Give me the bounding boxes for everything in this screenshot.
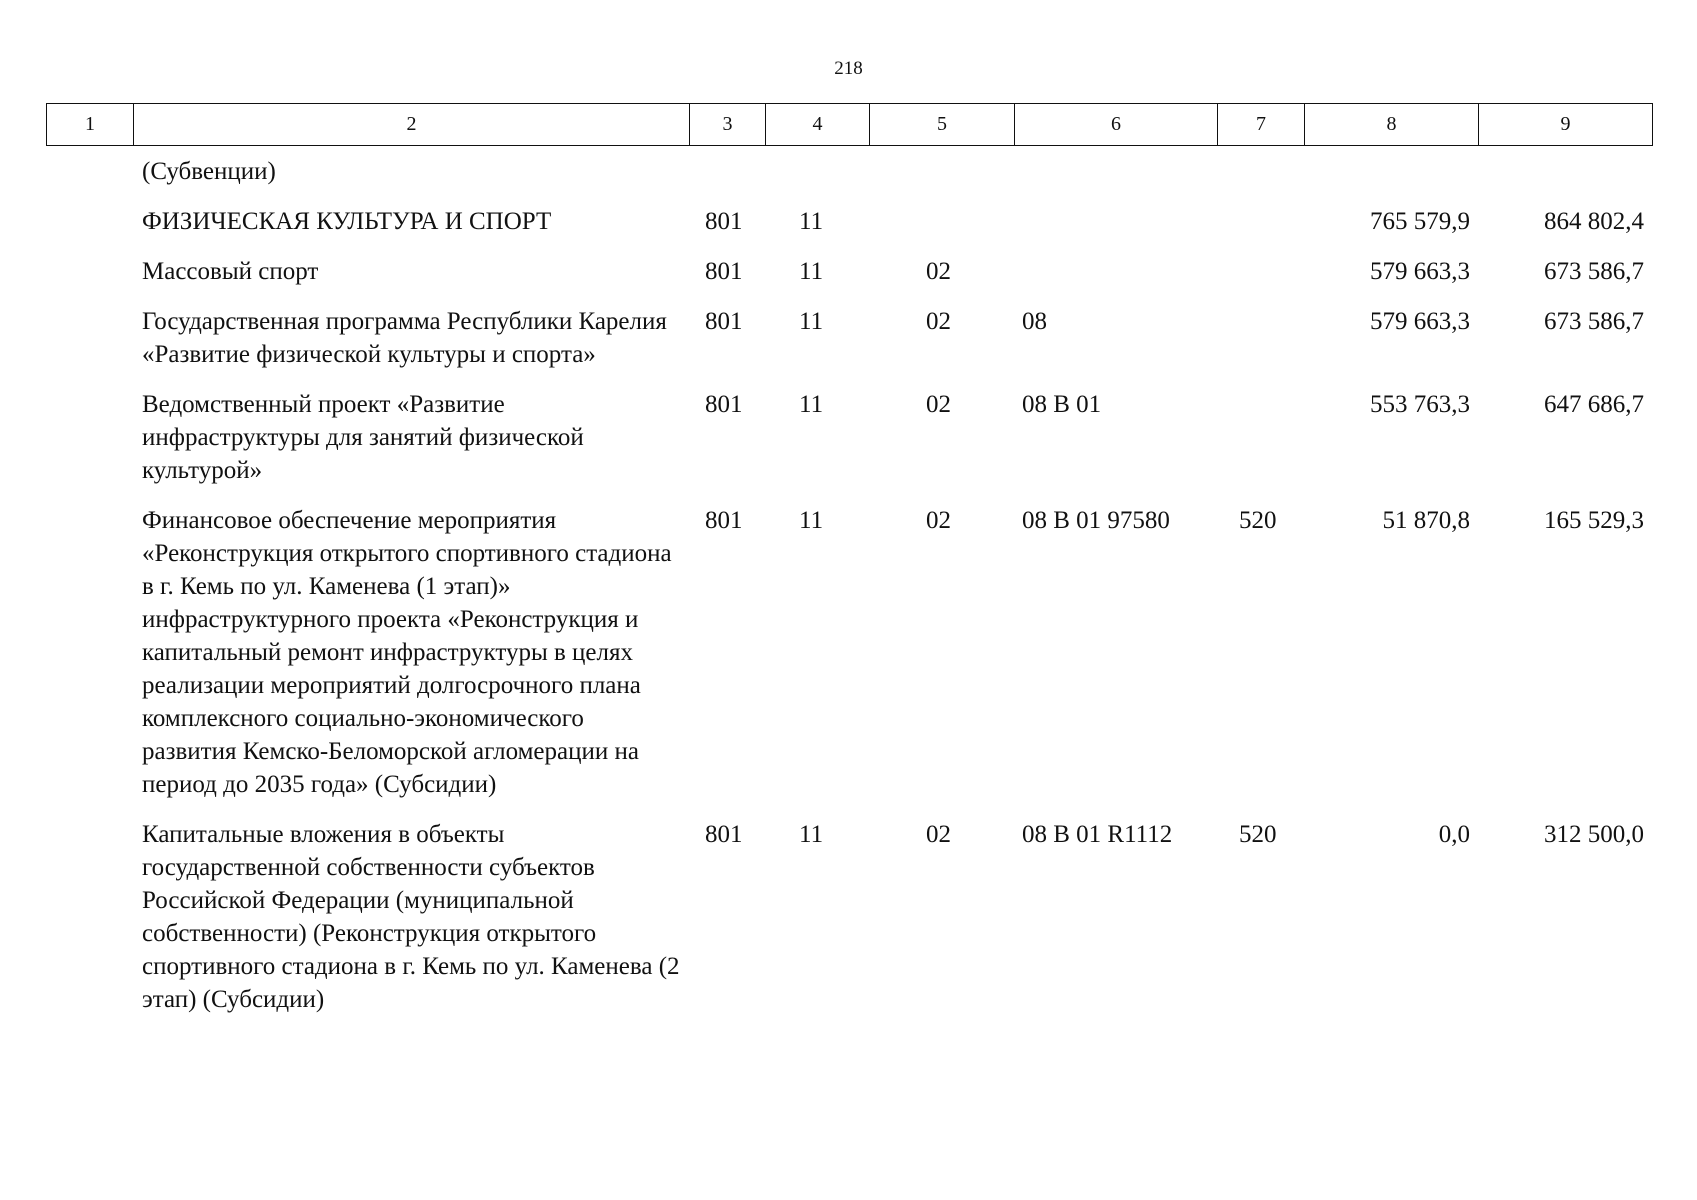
row-code-gl: 801 — [705, 258, 743, 285]
row-sum-1: 579 663,3 — [1370, 258, 1470, 285]
row-code-cs: 08 В 01 R1112 — [1022, 821, 1173, 848]
row-sum-2 — [1478, 155, 1652, 205]
header-cell: 4 — [766, 104, 870, 146]
row-code-cs: 08 — [1022, 308, 1047, 335]
row-code-rz: 11 — [799, 507, 824, 534]
row-sum-2: 647 686,7 — [1544, 391, 1644, 418]
page-number: 218 — [834, 58, 863, 79]
row-sum-2: 673 586,7 — [1544, 258, 1644, 285]
header-cell: 8 — [1305, 104, 1479, 146]
row-code-cs: 08 В 01 97580 — [1022, 507, 1170, 534]
header-row — [47, 104, 1653, 146]
row-code-pr: 02 — [926, 391, 951, 418]
row-code-rz: 11 — [799, 391, 824, 418]
row-name: (Субвенции) — [142, 158, 276, 185]
budget-table — [46, 155, 1652, 1033]
row-sum-2: 864 802,4 — [1544, 208, 1644, 235]
row-sum-1: 765 579,9 — [1370, 208, 1470, 235]
table-row — [46, 205, 1652, 255]
row-sum-2: 673 586,7 — [1544, 308, 1644, 335]
row-sum-1: 51 870,8 — [1382, 507, 1470, 534]
row-code-rz: 11 — [799, 308, 824, 335]
row-code-rz: 11 — [799, 208, 824, 235]
header-cell: 7 — [1218, 104, 1305, 146]
row-sum-2: 165 529,3 — [1544, 507, 1644, 534]
row-code-pr — [869, 205, 1014, 255]
header-cell: 3 — [690, 104, 766, 146]
table-row — [46, 305, 1652, 388]
row-code-pr: 02 — [926, 258, 951, 285]
header-cell: 9 — [1479, 104, 1653, 146]
row-code-vr — [1217, 255, 1304, 305]
row-name: ФИЗИЧЕСКАЯ КУЛЬТУРА И СПОРТ — [142, 208, 552, 235]
row-code-pr: 02 — [926, 821, 951, 848]
row-code-gl — [689, 155, 765, 205]
row-code-pr: 02 — [926, 308, 951, 335]
row-code-rz — [765, 155, 869, 205]
row-name: Массовый спорт — [142, 258, 319, 285]
row-code-gl: 801 — [705, 308, 743, 335]
header-cell: 2 — [134, 104, 690, 146]
row-code-vr — [1217, 388, 1304, 504]
row-code-vr — [1217, 205, 1304, 255]
row-name: Финансовое обеспечение мероприятия «Реконструкция открытого спортивного стадиона в г. Кемь по ул. Каменева (1 этап)» инфраструктурного проекта «Реконструкция и капитальный ремонт инфраструктуры в целях реализации мероприятий долгосрочного плана комплексного социально-экономического развития Кемско-Беломорской агломерации на период до 2035 года» (Субсидии) — [142, 507, 672, 798]
row-code-cs — [1014, 155, 1217, 205]
row-code-vr: 520 — [1239, 507, 1277, 534]
column-number-header — [46, 103, 1653, 146]
row-code-vr — [1217, 305, 1304, 388]
row-code-vr — [1217, 155, 1304, 205]
header-cell: 5 — [870, 104, 1015, 146]
row-code-cs — [1014, 255, 1217, 305]
row-sum-1: 579 663,3 — [1370, 308, 1470, 335]
row-name: Ведомственный проект «Развитие инфраструктуры для занятий физической культурой» — [142, 391, 584, 484]
row-code-cs — [1014, 205, 1217, 255]
table-row — [46, 155, 1652, 205]
table-row — [46, 388, 1652, 504]
row-sum-1: 0,0 — [1438, 821, 1470, 848]
table-row — [46, 504, 1652, 818]
row-code-rz: 11 — [799, 258, 824, 285]
row-code-gl: 801 — [705, 391, 743, 418]
row-sum-1: 553 763,3 — [1370, 391, 1470, 418]
row-name: Государственная программа Республики Карелия «Развитие физической культуры и спорта» — [142, 308, 667, 368]
row-code-cs: 08 В 01 — [1022, 391, 1102, 418]
row-code-gl: 801 — [705, 821, 743, 848]
header-cell: 1 — [47, 104, 134, 146]
row-code-pr — [869, 155, 1014, 205]
header-cell: 6 — [1015, 104, 1218, 146]
row-code-pr: 02 — [926, 507, 951, 534]
row-sum-1 — [1304, 155, 1478, 205]
row-code-gl: 801 — [705, 208, 743, 235]
row-code-gl: 801 — [705, 507, 743, 534]
table-row — [46, 818, 1652, 1033]
row-code-vr: 520 — [1239, 821, 1277, 848]
row-sum-2: 312 500,0 — [1544, 821, 1644, 848]
row-code-rz: 11 — [799, 821, 824, 848]
row-name: Капитальные вложения в объекты государственной собственности субъектов Российской Федерации (муниципальной собственности) (Реконструкция открытого спортивного стадиона в г. Кемь по ул. Каменева (2 этап) (Субсидии) — [142, 821, 680, 1013]
table-row — [46, 255, 1652, 305]
